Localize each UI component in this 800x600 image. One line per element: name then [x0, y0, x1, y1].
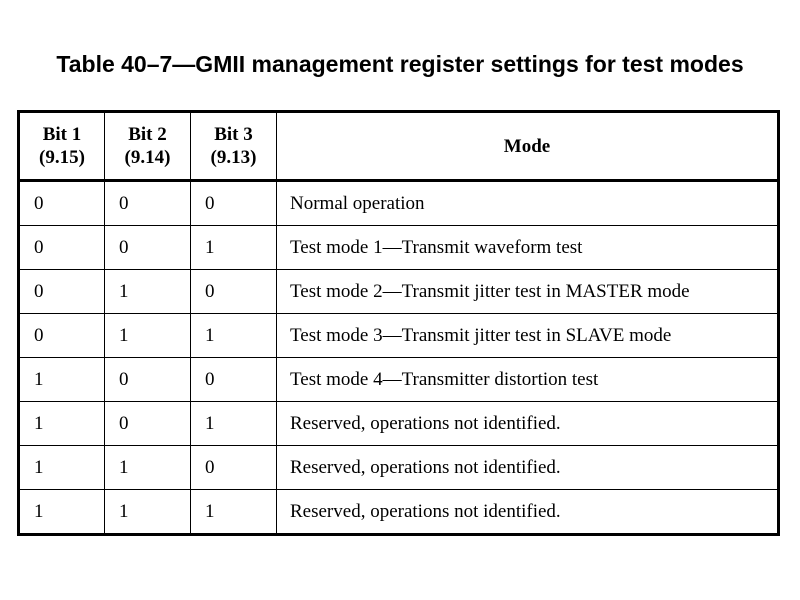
header-mode: Mode	[277, 112, 779, 181]
cell-mode: Normal operation	[277, 181, 779, 226]
table-row	[19, 270, 779, 314]
header-bit2-name: Bit 2	[128, 124, 167, 145]
cell-bit2: 1	[105, 270, 191, 314]
cell-mode: Test mode 4—Transmitter distortion test	[277, 358, 779, 402]
cell-bit3: 0	[191, 270, 277, 314]
cell-mode: Reserved, operations not identified.	[277, 490, 779, 535]
cell-mode: Reserved, operations not identified.	[277, 446, 779, 490]
cell-bit3: 1	[191, 490, 277, 535]
header-bit3-register: (9.13)	[210, 147, 257, 168]
cell-bit3: 1	[191, 402, 277, 446]
cell-bit1: 0	[19, 314, 105, 358]
register-settings-table	[17, 110, 780, 536]
header-bit1-name: Bit 1	[42, 124, 82, 145]
table-header-row	[19, 112, 779, 181]
table-row	[19, 490, 779, 535]
cell-mode: Test mode 3—Transmit jitter test in SLAVE mode	[277, 314, 779, 358]
cell-bit2: 1	[105, 314, 191, 358]
table-row	[19, 402, 779, 446]
table-row	[19, 181, 779, 226]
cell-mode: Reserved, operations not identified.	[277, 402, 779, 446]
header-bit1	[19, 112, 105, 181]
cell-bit2: 1	[105, 490, 191, 535]
cell-bit2: 1	[105, 446, 191, 490]
cell-bit3: 0	[191, 446, 277, 490]
header-bit3-name: Bit 3	[214, 124, 253, 145]
header-bit3	[191, 112, 277, 181]
cell-bit1: 0	[19, 181, 105, 226]
cell-bit2: 0	[105, 402, 191, 446]
table-row	[19, 358, 779, 402]
cell-bit1: 1	[19, 446, 105, 490]
cell-bit1: 1	[19, 358, 105, 402]
cell-bit2: 0	[105, 358, 191, 402]
table-row	[19, 446, 779, 490]
table-row	[19, 226, 779, 270]
cell-bit3: 0	[191, 358, 277, 402]
table-title: Table 40–7—GMII management register settings for test modes	[56, 51, 744, 77]
header-bit1-register: (9.15)	[39, 147, 85, 168]
cell-bit3: 1	[191, 314, 277, 358]
header-bit2	[105, 112, 191, 181]
header-bit2-register: (9.14)	[124, 147, 171, 168]
cell-bit3: 0	[191, 181, 277, 226]
cell-bit2: 0	[105, 181, 191, 226]
cell-mode: Test mode 1—Transmit waveform test	[277, 226, 779, 270]
cell-bit3: 1	[191, 226, 277, 270]
cell-bit1: 1	[19, 402, 105, 446]
cell-bit1: 0	[19, 270, 105, 314]
cell-bit2: 0	[105, 226, 191, 270]
cell-bit1: 0	[19, 226, 105, 270]
table-row	[19, 314, 779, 358]
cell-mode: Test mode 2—Transmit jitter test in MASTER mode	[277, 270, 779, 314]
cell-bit1: 1	[19, 490, 105, 535]
